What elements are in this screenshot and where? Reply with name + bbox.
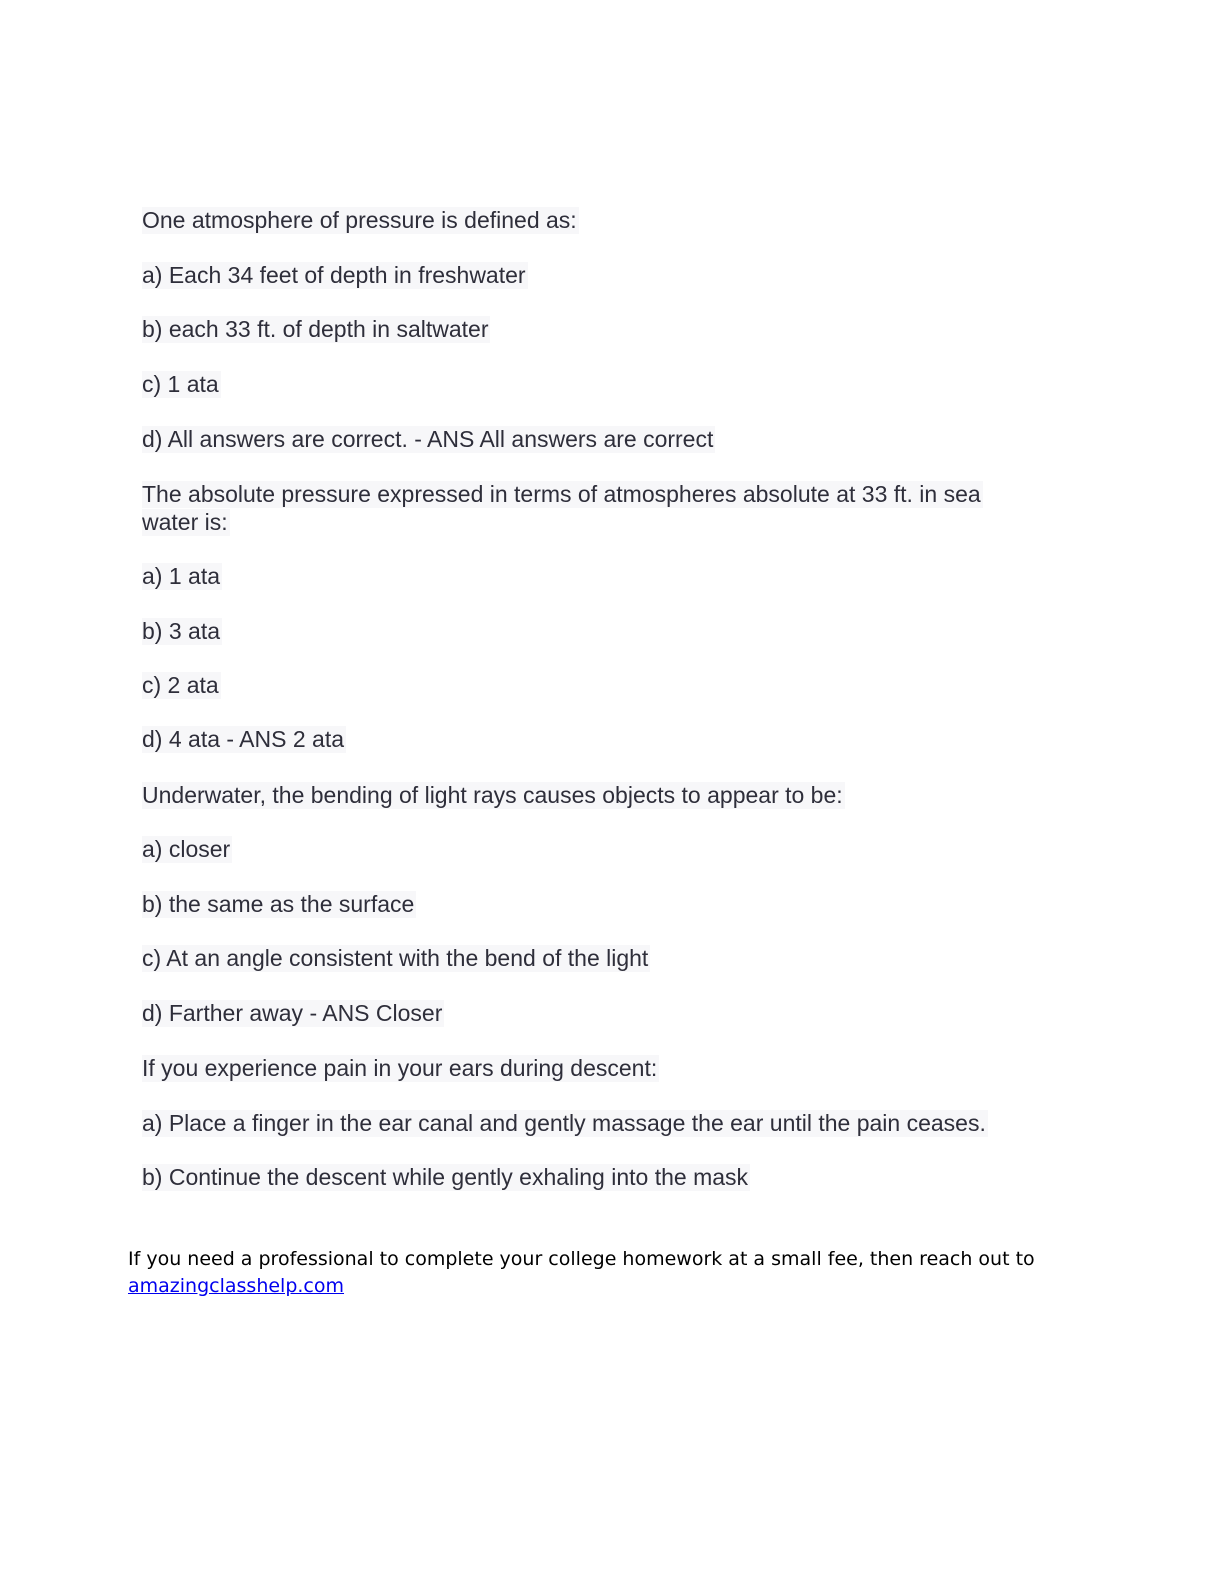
question-1-option-c: c) 1 ata <box>142 371 219 397</box>
question-3-option-c: c) At an angle consistent with the bend of the light <box>142 945 649 971</box>
footer-text: If you need a professional to complete your college homework at a small fee, then reach out to <box>128 1248 1035 1270</box>
question-1-option-b: b) each 33 ft. of depth in saltwater <box>142 316 489 342</box>
question-2-prompt-line-1: The absolute pressure expressed in terms of atmospheres absolute at 33 ft. in sea <box>142 481 981 507</box>
question-2-prompt-line-2: water is: <box>142 509 228 535</box>
question-2-option-b: b) 3 ata <box>142 618 220 644</box>
question-3-option-b: b) the same as the surface <box>142 891 415 917</box>
question-4-option-a: a) Place a finger in the ear canal and gently massage the ear until the pain ceases. <box>142 1110 986 1136</box>
question-1-option-d: d) All answers are correct. - ANS All answers are correct <box>142 426 714 452</box>
question-2-option-a: a) 1 ata <box>142 563 220 589</box>
question-2-option-c: c) 2 ata <box>142 672 219 698</box>
promo-footer <box>128 1246 1048 1300</box>
question-3-option-a: a) closer <box>142 836 231 862</box>
question-2-option-d: d) 4 ata - ANS 2 ata <box>142 726 345 752</box>
question-4-prompt: If you experience pain in your ears during descent: <box>142 1055 658 1081</box>
footer-link[interactable]: amazingclasshelp.com <box>128 1275 345 1297</box>
question-1-option-a: a) Each 34 feet of depth in freshwater <box>142 262 526 288</box>
question-4-option-b: b) Continue the descent while gently exhaling into the mask <box>142 1164 749 1190</box>
question-1-prompt: One atmosphere of pressure is defined as: <box>142 207 577 233</box>
question-3-prompt: Underwater, the bending of light rays causes objects to appear to be: <box>142 782 843 808</box>
question-3-option-d: d) Farther away - ANS Closer <box>142 1000 443 1026</box>
